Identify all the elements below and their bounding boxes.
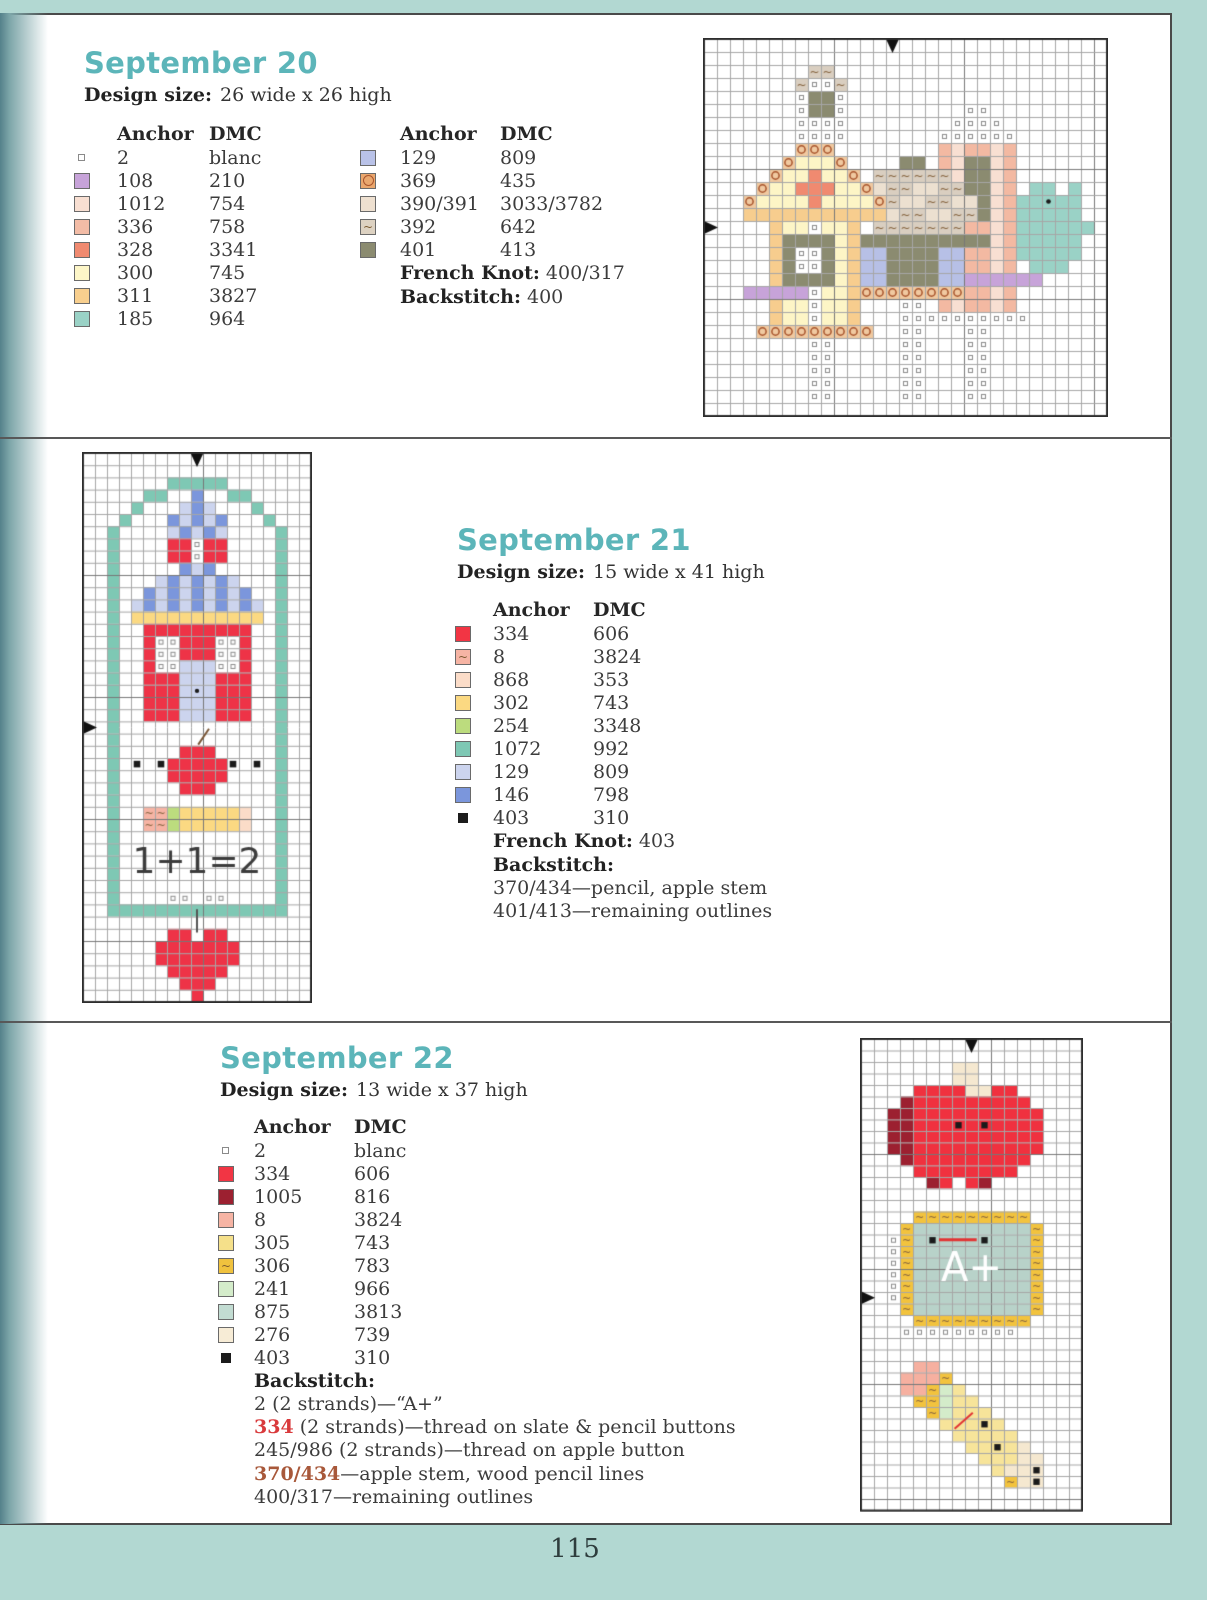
- color-swatch: [74, 196, 90, 212]
- color-key-row: [218, 1162, 736, 1185]
- color-swatch: [74, 265, 90, 281]
- dmc-number: 3824: [593, 645, 642, 668]
- dmc-number: 3813: [354, 1300, 403, 1323]
- color-swatch: [455, 695, 471, 711]
- anchor-number: 305: [254, 1231, 291, 1254]
- color-swatch: [455, 741, 471, 757]
- anchor-number: 401: [400, 238, 437, 261]
- color-swatch: [218, 1212, 234, 1228]
- dmc-header: DMC: [593, 599, 646, 621]
- dmc-header: DMC: [500, 123, 553, 145]
- section-title-sep20: September 20: [84, 46, 318, 80]
- backstitch-line: 400/317—remaining outlines: [254, 1485, 534, 1508]
- color-swatch: [455, 672, 471, 688]
- color-swatch: [74, 288, 90, 304]
- color-swatch: [360, 173, 376, 189]
- anchor-number: 8: [254, 1208, 267, 1231]
- anchor-number: 8: [493, 645, 506, 668]
- anchor-number: 108: [117, 169, 154, 192]
- dmc-number: 3827: [209, 284, 258, 307]
- right-margin-band: [1172, 0, 1207, 1600]
- anchor-number: 369: [400, 169, 437, 192]
- dmc-number: 743: [354, 1231, 391, 1254]
- color-key-row: [455, 645, 772, 668]
- color-key-row: [218, 1300, 736, 1323]
- page-border-top: [0, 13, 1172, 15]
- color-swatch: [458, 813, 468, 823]
- dmc-header: DMC: [209, 123, 262, 145]
- section-divider-1: [0, 437, 1172, 439]
- color-key-row: [455, 622, 772, 645]
- color-key-row: [455, 760, 772, 783]
- stitch-note: Backstitch:: [254, 1370, 375, 1392]
- dmc-number: blanc: [354, 1139, 407, 1162]
- anchor-number: 336: [117, 215, 154, 238]
- anchor-header: Anchor: [254, 1116, 331, 1138]
- stitch-chart-sep22: [860, 1038, 1083, 1512]
- color-swatch: [218, 1327, 234, 1343]
- anchor-number: 328: [117, 238, 154, 261]
- color-key-row: [218, 1277, 736, 1300]
- stitch-note: French Knot: 400/317: [400, 262, 625, 284]
- design-size-value: 26 wide x 26 high: [220, 84, 392, 106]
- dmc-number: 435: [500, 169, 537, 192]
- stitch-note: Backstitch: 400: [400, 286, 564, 308]
- color-key-row: [455, 783, 772, 806]
- color-key-row: [74, 284, 262, 307]
- color-swatch: ~: [360, 219, 376, 235]
- anchor-number: 300: [117, 261, 154, 284]
- anchor-number: 868: [493, 668, 530, 691]
- dmc-number: 210: [209, 169, 246, 192]
- dmc-number: 3341: [209, 238, 258, 261]
- anchor-number: 254: [493, 714, 530, 737]
- color-key-row: [455, 668, 772, 691]
- color-key-row: [74, 146, 262, 169]
- color-swatch: [218, 1281, 234, 1297]
- color-key-header: [218, 1115, 736, 1139]
- color-key-row: [360, 215, 625, 238]
- color-swatch: [74, 173, 90, 189]
- dmc-number: 743: [593, 691, 630, 714]
- anchor-header: Anchor: [493, 599, 570, 621]
- stitch-note: French Knot: 403: [493, 830, 676, 852]
- dmc-number: 809: [500, 146, 537, 169]
- anchor-number: 334: [493, 622, 530, 645]
- dmc-number: 353: [593, 668, 630, 691]
- color-swatch: [455, 787, 471, 803]
- dmc-number: 798: [593, 783, 630, 806]
- anchor-number: 403: [254, 1346, 291, 1369]
- color-swatch: [78, 154, 85, 161]
- color-key-row: [360, 169, 625, 192]
- dmc-number: 606: [354, 1162, 391, 1185]
- design-size-label: Design size:: [84, 84, 212, 106]
- color-key-row: [218, 1346, 736, 1369]
- dmc-number: 758: [209, 215, 246, 238]
- dmc-number: blanc: [209, 146, 262, 169]
- color-key-sep21: [455, 598, 772, 923]
- design-size-value: 13 wide x 37 high: [356, 1079, 528, 1101]
- backstitch-line: 370/434—apple stem, wood pencil lines: [254, 1462, 645, 1485]
- color-key-row: [218, 1231, 736, 1254]
- color-key-sep22: [218, 1115, 736, 1509]
- stitch-note: Backstitch:: [493, 854, 614, 876]
- book-gutter-shadow: [0, 13, 48, 1524]
- color-swatch: [218, 1235, 234, 1251]
- dmc-number: 783: [354, 1254, 391, 1277]
- color-swatch: [218, 1166, 234, 1182]
- backstitch-line: 334 (2 strands)—thread on slate & pencil buttons: [254, 1416, 736, 1439]
- anchor-number: 302: [493, 691, 530, 714]
- page-border-bottom: [0, 1523, 1172, 1525]
- color-key-header: [455, 598, 772, 622]
- anchor-number: 1012: [117, 192, 166, 215]
- anchor-number: 1072: [493, 737, 542, 760]
- dmc-number: 745: [209, 261, 246, 284]
- color-key-row: [74, 238, 262, 261]
- color-swatch: [222, 1147, 229, 1154]
- anchor-header: Anchor: [400, 123, 477, 145]
- color-swatch: [360, 150, 376, 166]
- section-title-sep22: September 22: [220, 1041, 454, 1075]
- dmc-number: 310: [354, 1346, 391, 1369]
- color-key-header: [360, 122, 625, 146]
- top-margin-band: [0, 0, 1207, 13]
- dmc-number: 310: [593, 806, 630, 829]
- color-key-row: [74, 169, 262, 192]
- backstitch-line: 2 (2 strands)—“A+”: [254, 1393, 443, 1415]
- color-swatch: [74, 219, 90, 235]
- color-key-row: [218, 1254, 736, 1277]
- color-key-row: [455, 714, 772, 737]
- color-key-row: [360, 146, 625, 169]
- section-divider-2: [0, 1021, 1172, 1023]
- anchor-number: 306: [254, 1254, 291, 1277]
- design-size-sep20: [84, 84, 392, 106]
- circle-symbol: [363, 175, 374, 186]
- stitch-chart-sep21: [82, 452, 312, 1003]
- color-swatch: [218, 1189, 234, 1205]
- color-key-row: [218, 1139, 736, 1162]
- design-size-sep21: [457, 561, 765, 583]
- color-swatch: [360, 196, 376, 212]
- color-swatch: [218, 1304, 234, 1320]
- dmc-number: 816: [354, 1185, 391, 1208]
- design-size-value: 15 wide x 41 high: [593, 561, 765, 583]
- color-key-sep20-left: [74, 122, 262, 330]
- backstitch-line: 245/986 (2 strands)—thread on apple button: [254, 1439, 685, 1462]
- color-key-sep20-right: [360, 122, 625, 309]
- dmc-header: DMC: [354, 1116, 407, 1138]
- color-swatch: [360, 242, 376, 258]
- backstitch-line: 401/413—remaining outlines: [493, 900, 773, 923]
- dmc-number: 809: [593, 760, 630, 783]
- design-size-sep22: [220, 1079, 528, 1101]
- dmc-number: 606: [593, 622, 630, 645]
- dmc-number: 964: [209, 307, 246, 330]
- dmc-number: 642: [500, 215, 537, 238]
- anchor-number: 129: [493, 760, 530, 783]
- dmc-number: 992: [593, 737, 630, 760]
- anchor-number: 146: [493, 783, 530, 806]
- color-key-header: [74, 122, 262, 146]
- anchor-number: 2: [117, 146, 130, 169]
- color-swatch: [455, 718, 471, 734]
- dmc-number: 966: [354, 1277, 391, 1300]
- color-swatch: [74, 311, 90, 327]
- anchor-number: 390/391: [400, 192, 479, 215]
- color-key-row: [74, 192, 262, 215]
- anchor-number: 392: [400, 215, 437, 238]
- anchor-number: 241: [254, 1277, 291, 1300]
- color-key-row: [218, 1323, 736, 1346]
- anchor-number: 334: [254, 1162, 291, 1185]
- dmc-number: 3348: [593, 714, 642, 737]
- anchor-header: Anchor: [117, 123, 194, 145]
- color-swatch: [455, 764, 471, 780]
- color-key-row: [218, 1185, 736, 1208]
- dmc-number: 3824: [354, 1208, 403, 1231]
- backstitch-line: 370/434—pencil, apple stem: [493, 877, 768, 899]
- color-key-row: [74, 307, 262, 330]
- dmc-number: 754: [209, 192, 246, 215]
- anchor-number: 185: [117, 307, 154, 330]
- color-swatch: [221, 1353, 231, 1363]
- color-key-row: [74, 261, 262, 284]
- anchor-number: 311: [117, 284, 154, 307]
- anchor-number: 129: [400, 146, 437, 169]
- dmc-number: 413: [500, 238, 537, 261]
- color-key-row: [360, 238, 625, 261]
- color-swatch: [455, 626, 471, 642]
- design-size-label: Design size:: [220, 1079, 348, 1101]
- dmc-number: 739: [354, 1323, 391, 1346]
- stitch-chart-sep20: [703, 38, 1108, 417]
- design-size-label: Design size:: [457, 561, 585, 583]
- color-swatch: ~: [455, 649, 471, 665]
- page-number: 115: [550, 1534, 600, 1564]
- dmc-number: 3033/3782: [500, 192, 604, 215]
- color-swatch: ~: [218, 1258, 234, 1274]
- color-key-row: [455, 691, 772, 714]
- color-key-row: [218, 1208, 736, 1231]
- anchor-number: 2: [254, 1139, 267, 1162]
- color-key-row: [74, 215, 262, 238]
- color-key-row: [455, 806, 772, 829]
- page-border-right: [1170, 13, 1172, 1525]
- anchor-number: 875: [254, 1300, 291, 1323]
- color-key-row: [455, 737, 772, 760]
- section-title-sep21: September 21: [457, 523, 691, 557]
- color-key-row: [360, 192, 625, 215]
- anchor-number: 1005: [254, 1185, 303, 1208]
- anchor-number: 403: [493, 806, 530, 829]
- color-swatch: [74, 242, 90, 258]
- anchor-number: 276: [254, 1323, 291, 1346]
